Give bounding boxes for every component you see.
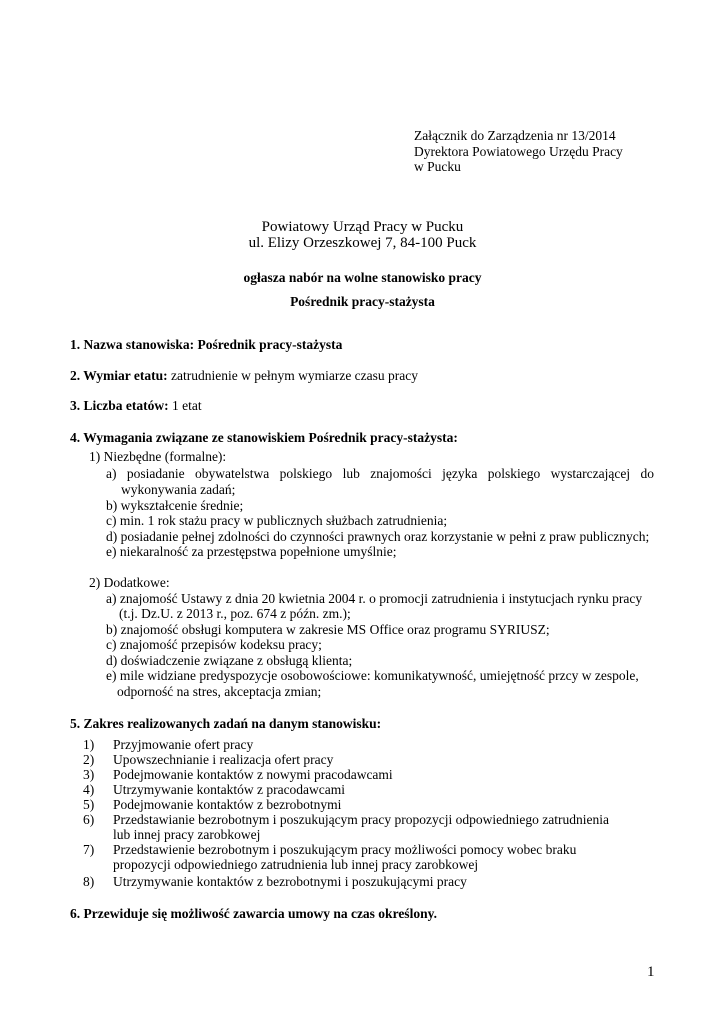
section-2-label: 2. Wymiar etatu: <box>70 368 168 383</box>
required-item-a: a) posiadanie obywatelstwa polskiego lub znajomości języka polskiego wystarczającej do <box>106 466 654 481</box>
section-3-label: 3. Liczba etatów: <box>70 398 169 413</box>
task-number: 1) <box>83 737 95 752</box>
annex-line-2: Dyrektora Powiatowego Urzędu Pracy <box>414 144 623 159</box>
required-item-d: d) posiadanie pełnej zdolności do czynności prawnych oraz korzystanie w pełni z praw publicznych; <box>106 529 650 544</box>
required-item-e: e) niekaralność za przestępstwa popełnione umyślnie; <box>106 544 397 559</box>
task-number: 5) <box>83 797 95 812</box>
additional-item-a-cont: (t.j. Dz.U. z 2013 r., poz. 674 z późn. zm.); <box>119 606 351 621</box>
office-name: Powiatowy Urząd Pracy w Pucku <box>261 219 464 235</box>
task-number: 3) <box>83 767 95 782</box>
task-text: Przedstawianie bezrobotnym i poszukującym pracy propozycji odpowiedniego zatrudnienia <box>113 812 609 827</box>
additional-item-b: b) znajomość obsługi komputera w zakresie MS Office oraz programu SYRIUSZ; <box>106 622 550 637</box>
additional-item-d: d) doświadczenie związane z obsługą klienta; <box>106 653 353 668</box>
section-6-heading: 6. Przewiduje się możliwość zawarcia umowy na czas określony. <box>70 906 437 921</box>
section-3 <box>70 398 202 413</box>
announcement-line: ogłasza nabór na wolne stanowisko pracy <box>243 270 482 285</box>
additional-item-e: e) mile widziane predyspozycje osobowościowe: komunikatywność, umiejętność przcy w zespole, <box>106 668 639 683</box>
task-text: Podejmowanie kontaktów z bezrobotnymi <box>113 797 342 812</box>
section-2-value: zatrudnienie w pełnym wymiarze czasu pracy <box>167 368 419 383</box>
task-text: Upowszechnianie i realizacja ofert pracy <box>113 752 334 767</box>
task-text: Utrzymywanie kontaktów z bezrobotnymi i poszukującymi pracy <box>113 874 467 889</box>
additional-heading: 2) Dodatkowe: <box>89 575 170 590</box>
task-text: Przyjmowanie ofert pracy <box>113 737 254 752</box>
section-2 <box>70 368 418 383</box>
section-3-value: 1 etat <box>168 398 202 413</box>
additional-item-a: a) znajomość Ustawy z dnia 20 kwietnia 2004 r. o promocji zatrudnienia i instytucjach rynku pracy <box>106 591 643 606</box>
additional-item-c: c) znajomość przepisów kodeksu pracy; <box>106 637 322 652</box>
position-title: Pośrednik pracy-stażysta <box>290 294 435 309</box>
annex-line-1: Załącznik do Zarządzenia nr 13/2014 <box>414 128 616 143</box>
task-number: 7) <box>83 842 95 857</box>
task-text-cont: lub innej pracy zarobkowej <box>113 827 261 842</box>
task-text-cont: propozycji odpowiedniego zatrudnienia lub innej pracy zarobkowej <box>113 857 479 872</box>
section-5-heading: 5. Zakres realizowanych zadań na danym stanowisku: <box>70 716 382 731</box>
task-number: 4) <box>83 782 95 797</box>
task-number: 2) <box>83 752 95 767</box>
annex-line-3: w Pucku <box>414 159 461 174</box>
required-item-b: b) wykształcenie średnie; <box>106 498 244 513</box>
task-number: 6) <box>83 812 95 827</box>
task-text: Przedstawienie bezrobotnym i poszukującym pracy możliwości pomocy wobec braku <box>113 842 577 857</box>
additional-item-e-cont: odporność na stres, akceptacja zmian; <box>117 684 322 699</box>
required-heading: 1) Niezbędne (formalne): <box>89 449 227 464</box>
task-number: 8) <box>83 874 95 889</box>
section-4-heading: 4. Wymagania związane ze stanowiskiem Pośrednik pracy-stażysta: <box>70 430 458 445</box>
required-item-c: c) min. 1 rok stażu pracy w publicznych służbach zatrudnienia; <box>106 513 448 528</box>
page-number: 1 <box>647 964 655 980</box>
office-address: ul. Elizy Orzeszkowej 7, 84-100 Puck <box>248 235 477 251</box>
required-item-a-cont: wykonywania zadań; <box>121 482 236 497</box>
task-text: Podejmowanie kontaktów z nowymi pracodawcami <box>113 767 393 782</box>
task-text: Utrzymywanie kontaktów z pracodawcami <box>113 782 346 797</box>
section-1-heading: 1. Nazwa stanowiska: Pośrednik pracy-stażysta <box>70 337 343 352</box>
